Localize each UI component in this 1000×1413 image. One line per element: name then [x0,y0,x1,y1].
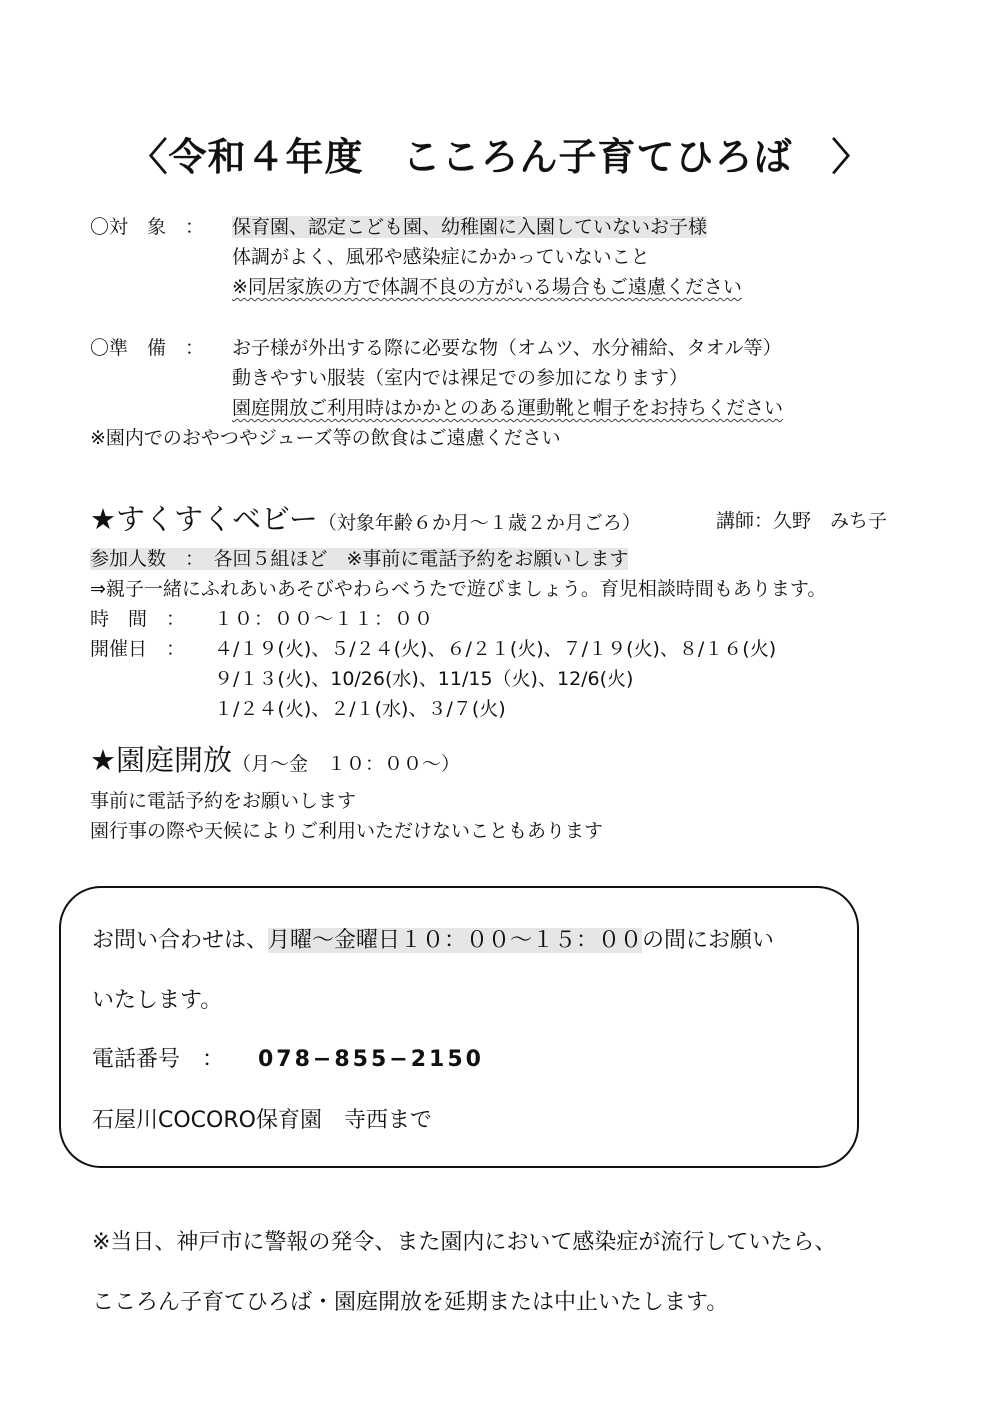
target-row-3 [90,272,742,302]
contact-line-1 [92,923,774,954]
prep-line-1: お子様が外出する際に必要な物（オムツ、水分補給、タオル等） [232,337,782,359]
footer-line-1: ※当日、神戸市に警報の発令、また園内において感染症が流行していたら、 [92,1230,837,1255]
garden-heading-title: ★園庭開放 [90,743,232,777]
baby-lecturer: 講師：久野 みち子 [716,510,888,532]
baby-time-label: 時 間 ： [90,608,186,630]
baby-time-row [90,604,434,634]
contact-phone-label: 電話番号 ： [92,1047,225,1072]
baby-desc: ⇒親子一緒にふれあいあそびやわらべうたで遊びましょう。育児相談時間もあります。 [90,578,827,600]
contact-line-1-pre: お問い合わせは、 [92,928,269,953]
target-label: 〇対 象 ： [90,216,205,238]
baby-dates-row-1 [90,634,776,664]
contact-phone-number: 078−855−2150 [258,1047,484,1072]
baby-dates-label: 開催日 ： [90,638,186,660]
baby-dates-row-3 [90,694,506,724]
target-line-2: 体調がよく、風邪や感染症にかかっていないこと [232,246,650,268]
baby-dates-row-2 [90,664,633,694]
target-line-1: 保育園、認定こども園、幼稚園に入園していないお子様 [232,216,708,238]
target-row-1 [90,212,707,242]
prep-row-3 [90,393,783,423]
contact-line-1-post: の間にお願い [642,928,775,953]
baby-dates-line-2: ９/１３(火)、10/26(水)、11/15（火)、12/6(火) [214,668,634,690]
contact-place: 石屋川COCORO保育園 寺西まで [92,1108,432,1133]
target-line-3: ※同居家族の方で体調不良の方がいる場合もご遠慮ください [232,276,742,298]
contact-phone-row [92,1042,484,1073]
target-row-2 [90,242,650,272]
baby-heading [90,497,641,538]
baby-participants-row [90,544,628,574]
prep-line-2: 動きやすい服装（室内では裸足での参加になります） [232,367,689,389]
prep-row-2 [90,363,688,393]
baby-heading-title: ★すくすくベビー [90,502,318,536]
garden-heading-sub: （月～金 １０：００～） [232,753,461,775]
contact-hours: 月曜～金曜日１０：００～１５：００ [268,928,643,953]
garden-line-1: 事前に電話予約をお願いします [90,790,357,812]
baby-dates-line-1: ４/１９(火)、５/２４(火)、６/２１(火)、７/１９(火)、８/１６(火) [214,638,777,660]
baby-time-value: １０：００～１１：００ [214,608,435,630]
baby-dates-line-3: １/２４(火)、２/１(水)、３/７(火) [214,698,506,720]
baby-heading-sub: （対象年齢６か月～１歳２か月ごろ） [317,512,641,534]
page-title: 〈令和４年度 こころん子育てひろば 〉 [129,135,871,179]
prep-line-3: 園庭開放ご利用時はかかとのある運動靴と帽子をお持ちください [232,397,784,419]
prep-note: ※園内でのおやつやジューズ等の飲食はご遠慮ください [90,427,561,449]
prep-row-1 [90,333,782,363]
prep-label: 〇準 備 ： [90,337,205,359]
footer-line-2: こころん子育てひろば・園庭開放を延期または中止いたします。 [92,1290,729,1315]
garden-line-2: 園行事の際や天候によりご利用いただけないこともあります [90,820,604,842]
baby-participants: 参加人数 ： 各回５組ほど ※事前に電話予約をお願いします [90,548,629,570]
contact-line-2: いたします。 [92,988,223,1013]
garden-heading [90,738,460,779]
